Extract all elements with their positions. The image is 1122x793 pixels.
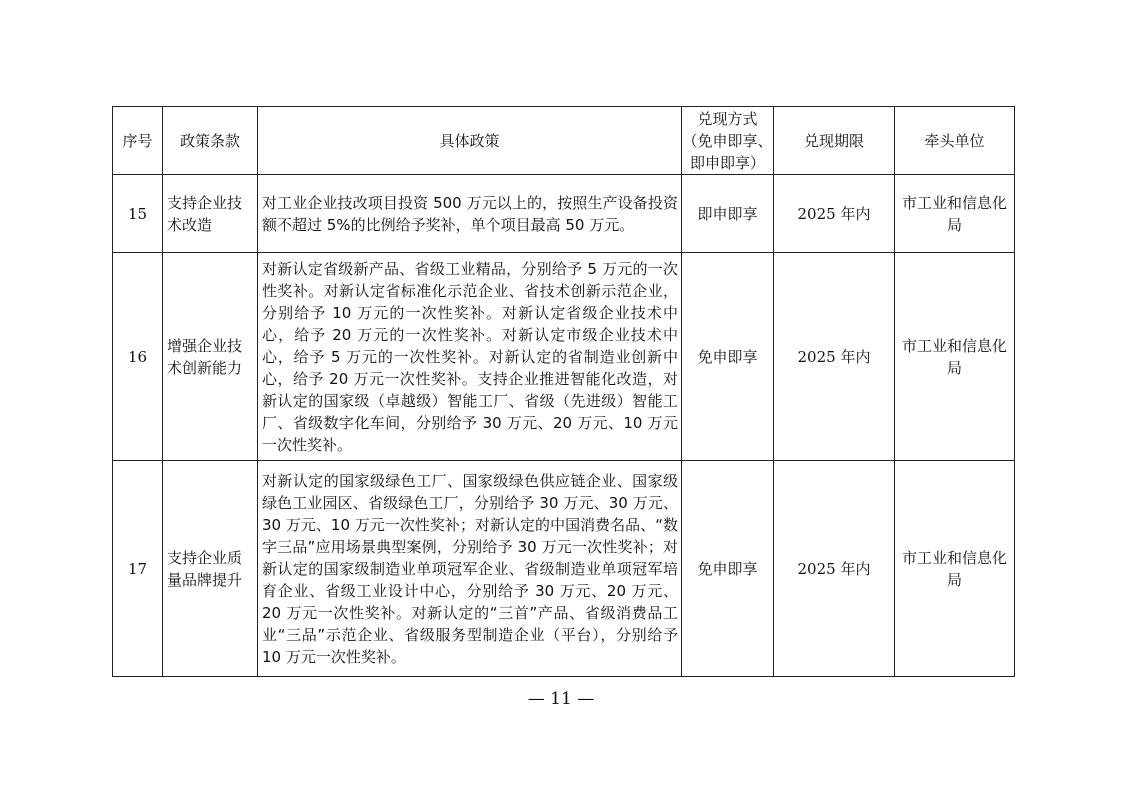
header-clause: 政策条款	[163, 107, 258, 175]
row-number: 16	[113, 253, 163, 461]
policy-table	[112, 106, 1015, 677]
row-lead: 市工业和信息化局	[895, 461, 1015, 677]
row-period: 2025 年内	[774, 461, 895, 677]
row-mode: 即申即享	[682, 175, 774, 253]
header-lead: 牵头单位	[895, 107, 1015, 175]
row-detail: 对新认定省级新产品、省级工业精品，分别给予 5 万元的一次性奖补。对新认定省标准化示范企业、省技术创新示范企业，分别给予 10 万元的一次性奖补。对新认定省级企业技术中心，给予 20 万元的一次性奖补。对新认定市级企业技术中心，给予 5 万元的一次性奖补。对新认定的省制造业创新中心，给予 20 万元一次性奖补。支持企业推进智能化改造，对新认定的国家级（卓越级）智能工厂、省级（先进级）智能工厂、省级数字化车间，分别给予 30 万元、20 万元、10 万元一次性奖补。	[258, 253, 682, 461]
table-row	[113, 175, 1015, 253]
row-number: 17	[113, 461, 163, 677]
header-mode-line3: 即申即享）	[689, 153, 765, 172]
header-detail: 具体政策	[258, 107, 682, 175]
header-num: 序号	[113, 107, 163, 175]
row-detail: 对工业企业技改项目投资 500 万元以上的，按照生产设备投资额不超过 5%的比例给予奖补，单个项目最高 50 万元。	[258, 175, 682, 253]
page-number: — 11 —	[527, 689, 595, 709]
row-clause: 增强企业技术创新能力	[163, 253, 258, 461]
row-mode: 免申即享	[682, 461, 774, 677]
row-clause: 支持企业质量品牌提升	[163, 461, 258, 677]
table-row	[113, 253, 1015, 461]
table-header-row	[113, 107, 1015, 175]
row-lead: 市工业和信息化局	[895, 175, 1015, 253]
header-mode	[682, 107, 774, 175]
header-period: 兑现期限	[774, 107, 895, 175]
row-number: 15	[113, 175, 163, 253]
header-mode-line2: （免申即享、	[682, 131, 773, 150]
row-clause: 支持企业技术改造	[163, 175, 258, 253]
row-period: 2025 年内	[774, 175, 895, 253]
table-row	[113, 461, 1015, 677]
row-mode: 免申即享	[682, 253, 774, 461]
header-mode-line1: 兑现方式	[697, 109, 758, 128]
row-lead: 市工业和信息化局	[895, 253, 1015, 461]
row-detail: 对新认定的国家级绿色工厂、国家级绿色供应链企业、国家级绿色工业园区、省级绿色工厂，分别给予 30 万元、30 万元、30 万元、10 万元一次性奖补；对新认定的中国消费名品、“数字三品”应用场景典型案例，分别给予 30 万元一次性奖补；对新认定的国家级制造业单项冠军企业、省级制造业单项冠军培育企业、省级工业设计中心，分别给予 30 万元、20 万元、20 万元一次性奖补。对新认定的“三首”产品、省级消费品工业“三品”示范企业、省级服务型制造企业（平台），分别给予 10 万元一次性奖补。	[258, 461, 682, 677]
row-period: 2025 年内	[774, 253, 895, 461]
